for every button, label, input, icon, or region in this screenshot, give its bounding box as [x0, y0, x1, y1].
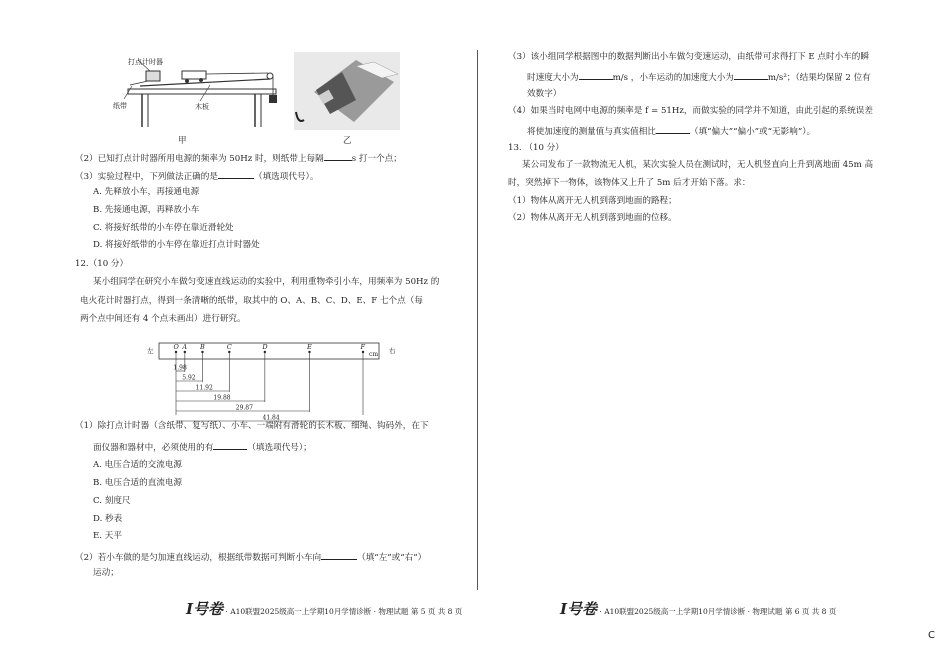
tape-left-label: 左	[147, 347, 154, 355]
q11-part2-text: （2）已知打点计时器所用电源的频率为 50Hz 时，则纸带上每隔	[75, 154, 324, 164]
q12-option-e: E. 天平	[93, 531, 122, 541]
q12-text-line1: 某小组同学在研究小车做匀变速直线运动的实验中，利用重物牵引小车，用频率为 50Hz 的	[93, 277, 440, 287]
tape-point-label: B	[199, 343, 205, 351]
q12-part2-text: （2）若小车做的是匀加速直线运动，根据纸带数据可判断小车向	[75, 553, 322, 563]
q11-part3-hint: （填选项代号）。	[253, 172, 319, 182]
q13-text-line2: 时，突然掉下一物体，该物体又上升了 5m 后才开始下落。求：	[508, 178, 751, 188]
tape-point-label: D	[262, 343, 268, 351]
answer-blank[interactable]	[213, 440, 247, 450]
footer-right-text: · A10联盟2025级高一上学期10月学情诊断 · 物理试题 第 6 页 共 8 页	[599, 607, 837, 616]
timer-photo-yi	[294, 52, 400, 130]
figure-jia-caption: 甲	[178, 136, 187, 146]
q13-header: 13. （10 分）	[508, 143, 564, 153]
tape-point-label: O	[173, 343, 179, 351]
q13-part1: （1）物体从离开无人机到落到地面的路程；	[508, 196, 677, 206]
q12-part4-hint: （填“偏大”“偏小”或“无影响”）。	[689, 127, 816, 137]
q11-option-c: C. 将接好纸带的小车停在靠近滑轮处	[93, 223, 234, 233]
q11-option-b: B. 先接通电源，再释放小车	[93, 205, 200, 215]
footer-left	[186, 598, 462, 619]
tape-distance-label: 19.88	[213, 394, 231, 402]
q12-part3-line1: （3）该小组同学根据图中的数据判断出小车做匀变速运动，由纸带可求得打下 E 点时小车的瞬	[508, 52, 869, 62]
tape-distance-label: 5.92	[182, 374, 196, 382]
q12-part3-mid: m/s ，小车运动的加速度大小为	[612, 73, 734, 83]
tape-point-label: E	[307, 343, 312, 351]
apparatus-figure-jia	[110, 55, 285, 135]
tape-point-label: C	[226, 343, 232, 351]
q12-part2-hint: （填“左”或“右”）	[357, 553, 427, 563]
q11-option-a: A. 先释放小车，再接通电源	[93, 187, 200, 197]
q13-text-line1: 某公司发布了一款物流无人机，某次实验人员在测试时，无人机竖直向上升到离地面 45m 高	[522, 160, 874, 170]
tape-distance-label: 1.98	[173, 364, 187, 372]
answer-blank[interactable]	[324, 151, 352, 161]
q12-option-c: C. 刻度尺	[93, 496, 131, 506]
tape-diagram	[143, 338, 403, 422]
q12-option-b: B. 电压合适的直流电源	[93, 478, 183, 488]
q12-part1-text: 面仪器和器材中，必须使用的有	[93, 443, 214, 453]
q12-part3-line2	[527, 70, 871, 84]
answer-blank[interactable]	[579, 70, 613, 80]
tape-point-label: A	[182, 343, 188, 351]
footer-left-text: · A10联盟2025级高一上学期10月学情诊断 · 物理试题 第 5 页 共 8 页	[225, 607, 463, 616]
q12-option-d: D. 秒表	[93, 514, 123, 524]
q12-part1-line2	[93, 440, 312, 454]
corner-mark: C	[928, 630, 935, 641]
q12-part2	[75, 550, 426, 564]
tape-distance-label: 29.87	[235, 404, 253, 412]
q12-part3-tail: m/s²；（结果均保留 2 位有	[767, 73, 871, 83]
q13-part2: （2）物体从离开无人机到落到地面的位移。	[508, 213, 677, 223]
q11-option-d: D. 将接好纸带的小车停在靠近打点计时器处	[93, 240, 260, 250]
q12-part4-line2	[527, 124, 815, 138]
answer-blank[interactable]	[218, 169, 254, 179]
brand-logo: I号卷	[560, 600, 598, 618]
q12-part3-text: 时速度大小为	[527, 73, 579, 83]
tape-unit: cm	[369, 351, 379, 358]
q11-part2	[75, 151, 402, 165]
q12-part1-hint: （填选项代号）；	[247, 443, 312, 453]
q12-text-line3: 两个点中间还有 4 个点未画出）进行研究。	[80, 314, 246, 324]
q12-part2-line2: 运动；	[93, 568, 119, 578]
brand-logo: I号卷	[186, 600, 224, 618]
q12-part4-text: 将使加速度的测量值与真实值相比	[527, 127, 656, 137]
tape-distance-label: 11.92	[195, 384, 213, 392]
q12-part1-line1: （1）除打点计时器（含纸带、复写纸）、小车、一端附有滑轮的长木板、细绳、钩码外，在下	[75, 421, 429, 431]
tape-point-label: F	[360, 343, 366, 351]
q12-part4-line1: （4）如果当时电网中电源的频率是 f = 51Hz，而做实验的同学并不知道，由此引起的系统误差	[508, 106, 873, 116]
q12-part3-line3: 效数字）	[527, 89, 562, 99]
q11-part2-unit: s 打一个点；	[351, 154, 402, 164]
column-divider	[477, 50, 478, 590]
timer-label: 打点计时器	[128, 58, 163, 66]
answer-blank[interactable]	[656, 124, 690, 134]
tape-distance-label: 41.84	[262, 414, 280, 422]
answer-blank[interactable]	[321, 550, 357, 560]
q12-text-line2: 电火花计时器打点，得到一条清晰的纸带，取其中的 O、A、B、C、D、E、F 七个点（每	[80, 296, 423, 306]
tape-right-label: 右	[389, 347, 396, 355]
figure-yi-caption: 乙	[343, 136, 352, 146]
board-label: 木板	[195, 103, 209, 111]
q11-part3	[75, 169, 318, 183]
q12-header: 12.（10 分）	[75, 259, 129, 269]
footer-right	[560, 598, 836, 619]
answer-blank[interactable]	[734, 70, 768, 80]
tape-label: 纸带	[113, 102, 127, 110]
q11-part3-text: （3）实验过程中，下列做法正确的是	[75, 172, 218, 182]
q12-option-a: A. 电压合适的交流电源	[93, 460, 183, 470]
